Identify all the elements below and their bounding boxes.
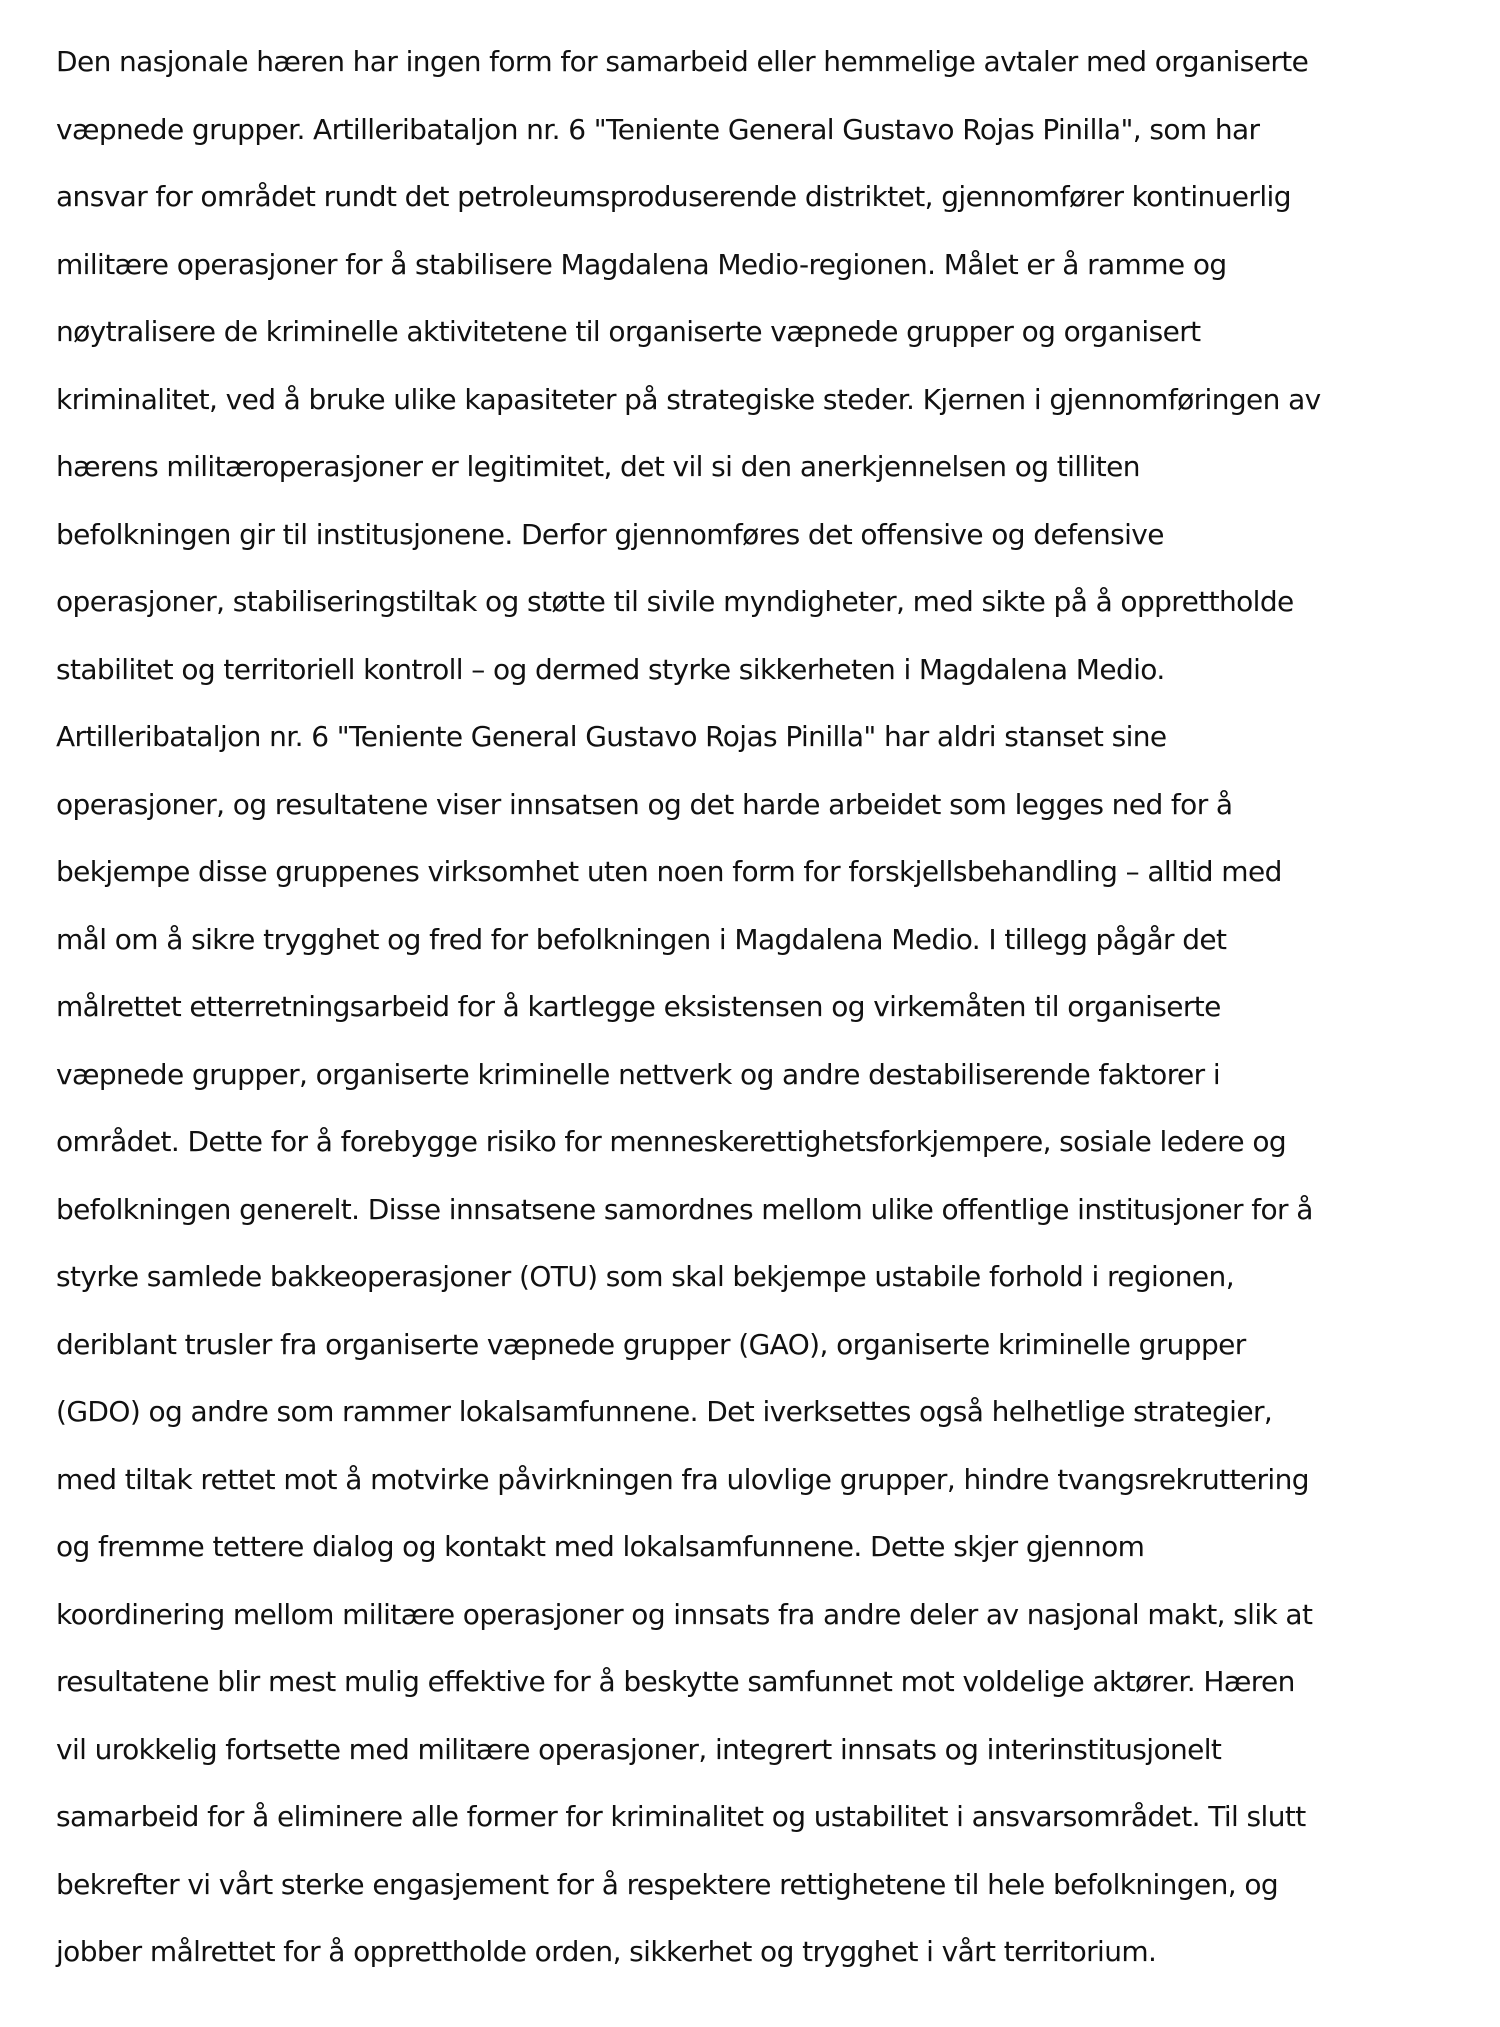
text-line: kriminalitet, ved å bruke ulike kapasiteter på strategiske steder. Kjernen i gjennomføringen av	[56, 382, 1321, 416]
text-line: deriblant trusler fra organiserte væpnede grupper (GAO), organiserte kriminelle grupper	[56, 1327, 1246, 1361]
text-line: befolkningen generelt. Disse innsatsene samordnes mellom ulike offentlige institusjoner for å	[56, 1192, 1313, 1226]
text-line: Den nasjonale hæren har ingen form for samarbeid eller hemmelige avtaler med organiserte	[56, 45, 1309, 78]
text-line: resultatene blir mest mulig effektive for å beskytte samfunnet mot voldelige aktører. Hæren	[56, 1665, 1295, 1698]
text-line: stabilitet og territoriell kontroll – og dermed styrke sikkerheten i Magdalena Medio.	[56, 652, 1165, 686]
text-line: væpnede grupper. Artilleribataljon nr. 6 "Teniente General Gustavo Rojas Pinilla", som har	[56, 112, 1260, 146]
text-line: hærens militæroperasjoner er legitimitet, det vil si den anerkjennelsen og tilliten	[56, 450, 1140, 483]
text-line: målrettet etterretningsarbeid for å kartlegge eksistensen og virkemåten til organiserte	[56, 990, 1221, 1023]
text-line: (GDO) og andre som rammer lokalsamfunnene. Det iverksettes også helhetlige strategier,	[56, 1395, 1273, 1428]
text-line: koordinering mellom militære operasjoner og innsats fra andre deler av nasjonal makt, slik at	[56, 1597, 1313, 1631]
text-line: ansvar for området rundt det petroleumsproduserende distriktet, gjennomfører kontinuerlig	[56, 180, 1291, 213]
text-line: operasjoner, og resultatene viser innsatsen og det harde arbeidet som legges ned for å	[56, 787, 1233, 821]
text-line: samarbeid for å eliminere alle former for kriminalitet og ustabilitet i ansvarsområdet. Til slutt	[56, 1800, 1306, 1833]
text-line: og fremme tettere dialog og kontakt med lokalsamfunnene. Dette skjer gjennom	[56, 1530, 1145, 1563]
text-line: bekjempe disse gruppenes virksomhet uten noen form for forskjellsbehandling – alltid med	[56, 855, 1282, 888]
text-line: vil urokkelig fortsette med militære operasjoner, integrert innsats og interinstitusjonelt	[56, 1732, 1222, 1766]
text-line: området. Dette for å forebygge risiko for menneskerettighetsforkjempere, sosiale ledere og	[56, 1125, 1287, 1158]
text-line: Artilleribataljon nr. 6 "Teniente General Gustavo Rojas Pinilla" har aldri stanset sine	[56, 720, 1167, 753]
text-line: jobber målrettet for å opprettholde orden, sikkerhet og trygghet i vårt territorium.	[56, 1935, 1157, 1968]
text-line: mål om å sikre trygghet og fred for befolkningen i Magdalena Medio. I tillegg pågår det	[56, 922, 1227, 956]
text-line: væpnede grupper, organiserte kriminelle nettverk og andre destabiliserende faktorer i	[56, 1057, 1221, 1091]
text-line: bekrefter vi vårt sterke engasjement for å respektere rettighetene til hele befolkningen, og	[56, 1867, 1279, 1901]
text-line: styrke samlede bakkeoperasjoner (OTU) som skal bekjempe ustabile forhold i regionen,	[56, 1260, 1234, 1293]
text-line: nøytralisere de kriminelle aktivitetene til organiserte væpnede grupper og organisert	[56, 315, 1201, 348]
text-line: med tiltak rettet mot å motvirke påvirkningen fra ulovlige grupper, hindre tvangsrekruttering	[56, 1462, 1309, 1496]
text-line: befolkningen gir til institusjonene. Derfor gjennomføres det offensive og defensive	[56, 517, 1164, 551]
text-line: militære operasjoner for å stabilisere Magdalena Medio-regionen. Målet er å ramme og	[56, 247, 1227, 281]
body-paragraph	[56, 28, 1476, 1986]
text-line: operasjoner, stabiliseringstiltak og støtte til sivile myndigheter, med sikte på å opprettholde	[56, 585, 1294, 618]
